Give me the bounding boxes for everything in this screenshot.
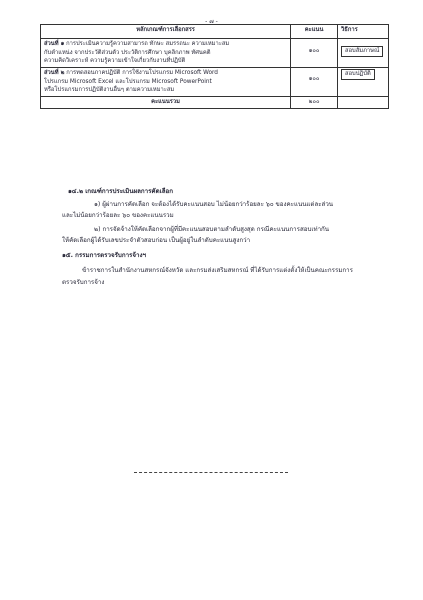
method-label: สอบปฏิบัติ [341,69,375,80]
section-15-line2: ตรวจรับการจ้าง [62,279,105,286]
method-cell [338,39,389,68]
total-label: คะแนนรวม [41,97,291,109]
criteria-item-2-line1: ๒) การจัดจ้างให้คัดเลือกจากผู้ที่มีคะแนนสอบตามลำดับสูงสุด กรณีคะแนนการสอบเท่ากัน [94,226,330,233]
header-criteria: หลักเกณฑ์การเลือกสรร [41,25,291,39]
criteria-cell [41,68,291,97]
criteria-item-1-line1: ๑) ผู้ผ่านการคัดเลือก จะต้องได้รับคะแนนสอบ ไม่น้อยกว่าร้อยละ ๖๐ ของคะแนนแต่ละส่วน [94,201,334,208]
score-cell: ๑๐๐ [291,68,338,97]
total-empty-cell [338,97,389,109]
header-method: วิธีการ [338,25,389,39]
total-row [41,97,389,109]
method-label: สอบสัมภาษณ์ [341,46,383,57]
section-14-2-heading: ๑๔.๒ เกณฑ์การประเมินผลการคัดเลือก [68,188,173,195]
criteria-line: หรือโปรแกรมการปฏิบัติงานอื่นๆ ตามความเหมาะสม [44,87,175,94]
table-header-row [41,25,389,39]
header-score: คะแนน [291,25,338,39]
criteria-line: ความคิดวิเคราะห์ ความรู้ความเข้าใจเกี่ยวกับงานที่ปฏิบัติ [44,58,186,65]
table-row [41,68,389,97]
criteria-line: การประเมินความรู้ความสามารถ ทักษะ สมรรถนะ ความเหมาะสม [66,41,230,47]
method-cell [338,68,389,97]
criteria-line: กับตำแหน่ง จากประวัติส่วนตัว ประวัติการศึกษา บุคลิกภาพ ทัศนคติ [44,49,211,56]
part-label: ส่วนที่ ๑ [44,41,65,47]
part-label: ส่วนที่ ๒ [44,70,65,77]
section-15-line1: ข้าราชการในสำนักงานสหกรณ์จังหวัด และกรมส่งเสริมสหกรณ์ ที่ได้รับการแต่งตั้งให้เป็นคณะกรรมการ [82,267,353,274]
signature-line [134,472,288,473]
section-15-heading: ๑๕. กรรมการตรวจรับการจ้างฯ [62,252,146,259]
criteria-item-1-line2: และไม่น้อยกว่าร้อยละ ๖๐ ของคะแนนรวม [62,212,174,219]
score-cell: ๑๐๐ [291,39,338,68]
table-row [41,39,389,68]
page-number: - ๗ - [205,18,218,25]
criteria-cell [41,39,291,68]
criteria-item-2-line2: ให้คัดเลือกผู้ได้รับเลขประจำตัวสอบก่อน เป็นผู้อยู่ในลำดับคะแนนสูงกว่า [62,237,251,244]
criteria-line: การทดสอบภาคปฏิบัติ การใช้งานโปรแกรม Microsoft Word [66,70,218,77]
total-score: ๒๐๐ [291,97,338,109]
criteria-line: โปรแกรม Microsoft Excel และโปรแกรม Microsoft PowerPoint [44,78,212,85]
selection-criteria-table [40,24,389,109]
